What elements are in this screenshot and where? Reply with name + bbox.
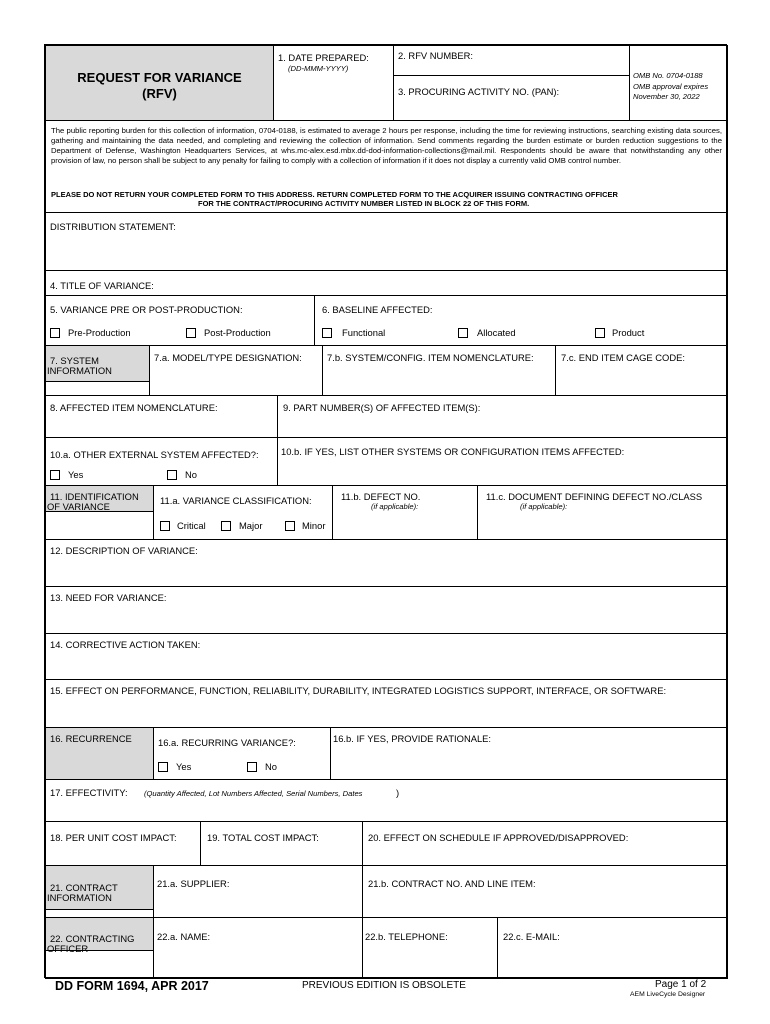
effectivity-label: 17. EFFECTIVITY: — [50, 787, 128, 798]
effect-on-performance-label: 15. EFFECT ON PERFORMANCE, FUNCTION, RELIABILITY, DURABILITY, INTEGRATED LOGISTICS SUPPORT, INTERFACE, OR SOFTWARE: — [50, 685, 667, 696]
block6-cell — [314, 295, 728, 346]
omb-expires-date: November 30, 2022 — [633, 92, 700, 101]
need-for-variance-label: 13. NEED FOR VARIANCE: — [50, 592, 167, 603]
defect-number-cell[interactable] — [332, 485, 478, 540]
schedule-effect-label: 20. EFFECT ON SCHEDULE IF APPROVED/DISAPPROVED: — [368, 832, 629, 843]
designer-credit: AEM LiveCycle Designer — [630, 991, 706, 998]
contract-number-cell[interactable] — [362, 865, 728, 918]
critical-label: Critical — [177, 520, 206, 531]
recurring-yes-label: Yes — [176, 761, 192, 772]
affected-item-cell[interactable] — [45, 395, 278, 438]
page-number: Page 1 of 2 — [655, 979, 707, 990]
date-prepared-input[interactable] — [278, 86, 392, 106]
corrective-action-cell[interactable] — [45, 633, 728, 680]
other-systems-label: 10.b. IF YES, LIST OTHER SYSTEMS OR CONFIGURATION ITEMS AFFECTED: — [281, 446, 625, 457]
external-yes-checkbox[interactable] — [50, 470, 60, 480]
critical-checkbox[interactable] — [160, 521, 170, 531]
document-defining-defect-hint: (if applicable): — [520, 502, 568, 511]
procuring-activity-cell[interactable] — [393, 75, 630, 121]
allocated-label: Allocated — [477, 327, 516, 338]
date-prepared-hint: (DD-MMM-YYYY) — [288, 64, 349, 73]
cage-code-label: 7.c. END ITEM CAGE CODE: — [561, 352, 685, 363]
effectivity-cell[interactable] — [45, 779, 728, 822]
allocated-checkbox[interactable] — [458, 328, 468, 338]
identification-section — [45, 485, 154, 512]
recurring-no-label: No — [265, 761, 277, 772]
pre-production-label: Pre-Production — [68, 327, 131, 338]
schedule-effect-cell[interactable] — [362, 821, 728, 866]
recurring-variance-cell — [153, 727, 331, 780]
return-instruction-1: PLEASE DO NOT RETURN YOUR COMPLETED FORM TO THIS ADDRESS. RETURN COMPLETED FORM TO THE ACQUIRER ISSUING CONTRACTING OFFICER — [51, 190, 618, 199]
external-no-label: No — [185, 469, 197, 480]
defect-number-hint: (if applicable): — [371, 502, 419, 511]
effect-on-performance-cell[interactable] — [45, 679, 728, 728]
contract-info-line1: 21. CONTRACT — [50, 882, 118, 893]
recurrence-label: 16. RECURRENCE — [50, 733, 132, 744]
block10a-cell — [45, 437, 278, 486]
contract-information-section — [45, 865, 154, 910]
identification-line1: 11. IDENTIFICATION — [50, 491, 139, 502]
effectivity-hint: (Quantity Affected, Lot Numbers Affected, Serial Numbers, Dates — [144, 789, 363, 798]
title-of-variance-label: 4. TITLE OF VARIANCE: — [50, 280, 154, 291]
product-label: Product — [612, 327, 645, 338]
omb-info-cell — [629, 45, 728, 121]
model-type-label: 7.a. MODEL/TYPE DESIGNATION: — [154, 352, 302, 363]
other-systems-cell[interactable] — [277, 437, 728, 486]
recurring-no-checkbox[interactable] — [247, 762, 257, 772]
form-subtitle: (RFV) — [142, 86, 177, 101]
unit-cost-cell[interactable] — [45, 821, 201, 866]
omb-expires-label: OMB approval expires — [633, 82, 709, 91]
identification-line2: OF VARIANCE — [47, 501, 110, 512]
rationale-cell[interactable] — [330, 727, 728, 780]
supplier-label: 21.a. SUPPLIER: — [157, 878, 230, 889]
date-prepared-cell[interactable] — [273, 45, 394, 121]
part-number-cell[interactable] — [277, 395, 728, 438]
total-cost-label: 19. TOTAL COST IMPACT: — [207, 832, 319, 843]
post-production-checkbox[interactable] — [186, 328, 196, 338]
variance-classification-cell — [153, 485, 333, 540]
rfv-number-label: 2. RFV NUMBER: — [398, 50, 474, 61]
variance-classification-label: 11.a. VARIANCE CLASSIFICATION: — [160, 495, 312, 506]
officer-name-cell[interactable] — [153, 917, 363, 979]
document-defining-defect-label: 11.c. DOCUMENT DEFINING DEFECT NO./CLASS — [486, 491, 703, 502]
system-info-line2: INFORMATION — [47, 365, 112, 376]
recurring-variance-label: 16.a. RECURRING VARIANCE?: — [158, 737, 296, 748]
return-instruction-2: FOR THE CONTRACT/PROCURING ACTIVITY NUMBER LISTED IN BLOCK 22 OF THIS FORM. — [198, 199, 530, 208]
pre-post-production-label: 5. VARIANCE PRE OR POST-PRODUCTION: — [50, 304, 243, 315]
effectivity-hint-close: ) — [396, 787, 400, 798]
total-cost-cell[interactable] — [200, 821, 363, 866]
distribution-statement-cell[interactable] — [45, 212, 728, 271]
burden-statement: The public reporting burden for this collection of information, 0704-0188, is estimated to average 2 hours per response, including the time for reviewing instructions, searching existing data sources, gathering and maintaining the data needed, and completing and reviewing the collection of information. Send comments regarding the burden estimate or burden reduction suggestions to the Department of Defense, Washington Headquarters Services, at whs.mc-alex.esd.mbx.dd-dod-information-collections@mail.mil. Respondents should be aware that notwithstanding any other provision of law, no person shall be subject to any penalty for failing to comply with a collection of information if it does not display a currently valid OMB control number. — [51, 126, 722, 165]
contracting-officer-section — [45, 917, 154, 954]
minor-checkbox[interactable] — [285, 521, 295, 531]
recurrence-section — [45, 727, 154, 780]
officer-email-cell[interactable] — [497, 917, 728, 979]
title-of-variance-cell[interactable] — [45, 270, 728, 296]
document-defining-defect-cell[interactable] — [477, 485, 728, 540]
contract-number-label: 21.b. CONTRACT NO. AND LINE ITEM: — [368, 878, 536, 889]
unit-cost-label: 18. PER UNIT COST IMPACT: — [50, 832, 177, 843]
pre-production-checkbox[interactable] — [50, 328, 60, 338]
baseline-affected-label: 6. BASELINE AFFECTED: — [322, 304, 433, 315]
external-no-checkbox[interactable] — [167, 470, 177, 480]
system-information-section — [45, 345, 150, 382]
procuring-activity-input[interactable] — [398, 100, 627, 120]
date-prepared-label: 1. DATE PREPARED: — [278, 52, 369, 63]
major-checkbox[interactable] — [221, 521, 231, 531]
officer-email-label: 22.c. E-MAIL: — [503, 931, 560, 942]
system-info-spacer — [45, 381, 150, 396]
affected-item-label: 8. AFFECTED ITEM NOMENCLATURE: — [50, 402, 218, 413]
other-external-system-label: 10.a. OTHER EXTERNAL SYSTEM AFFECTED?: — [50, 449, 259, 460]
corrective-action-label: 14. CORRECTIVE ACTION TAKEN: — [50, 639, 201, 650]
rfv-number-cell[interactable] — [393, 45, 630, 76]
functional-checkbox[interactable] — [322, 328, 332, 338]
contracting-officer-line2: OFFICER — [47, 943, 89, 954]
form-title: REQUEST FOR VARIANCE — [77, 70, 242, 85]
supplier-cell[interactable] — [153, 865, 363, 918]
omb-number: OMB No. 0704-0188 — [633, 71, 703, 80]
contract-info-line2: INFORMATION — [47, 892, 112, 903]
previous-edition-note: PREVIOUS EDITION IS OBSOLETE — [302, 980, 466, 991]
system-config-cell[interactable] — [322, 345, 556, 396]
contracting-officer-spacer — [45, 950, 154, 979]
rationale-label: 16.b. IF YES, PROVIDE RATIONALE: — [333, 733, 492, 744]
officer-telephone-cell[interactable] — [362, 917, 498, 979]
post-production-label: Post-Production — [204, 327, 271, 338]
officer-telephone-label: 22.b. TELEPHONE: — [365, 931, 448, 942]
block5-cell — [45, 295, 315, 346]
officer-name-label: 22.a. NAME: — [157, 931, 211, 942]
rfv-form — [44, 44, 727, 978]
cage-code-cell[interactable] — [555, 345, 728, 396]
procuring-activity-label: 3. PROCURING ACTIVITY NO. (PAN): — [398, 86, 560, 97]
form-title-box — [45, 45, 274, 121]
distribution-statement-label: DISTRIBUTION STATEMENT: — [50, 221, 176, 232]
need-for-variance-cell[interactable] — [45, 586, 728, 634]
description-cell[interactable] — [45, 539, 728, 587]
system-info-line1: 7. SYSTEM — [50, 355, 99, 366]
description-label: 12. DESCRIPTION OF VARIANCE: — [50, 545, 198, 556]
recurring-yes-checkbox[interactable] — [158, 762, 168, 772]
defect-number-label: 11.b. DEFECT NO. — [341, 491, 421, 502]
system-config-label: 7.b. SYSTEM/CONFIG. ITEM NOMENCLATURE: — [327, 352, 534, 363]
external-yes-label: Yes — [68, 469, 84, 480]
model-type-cell[interactable] — [149, 345, 323, 396]
functional-label: Functional — [342, 327, 386, 338]
contracting-officer-line1: 22. CONTRACTING — [50, 933, 135, 944]
major-label: Major — [239, 520, 263, 531]
minor-label: Minor — [302, 520, 326, 531]
part-number-label: 9. PART NUMBER(S) OF AFFECTED ITEM(S): — [283, 402, 481, 413]
product-checkbox[interactable] — [595, 328, 605, 338]
form-id: DD FORM 1694, APR 2017 — [55, 979, 209, 993]
burden-notice — [45, 120, 728, 213]
identification-spacer — [45, 511, 154, 540]
